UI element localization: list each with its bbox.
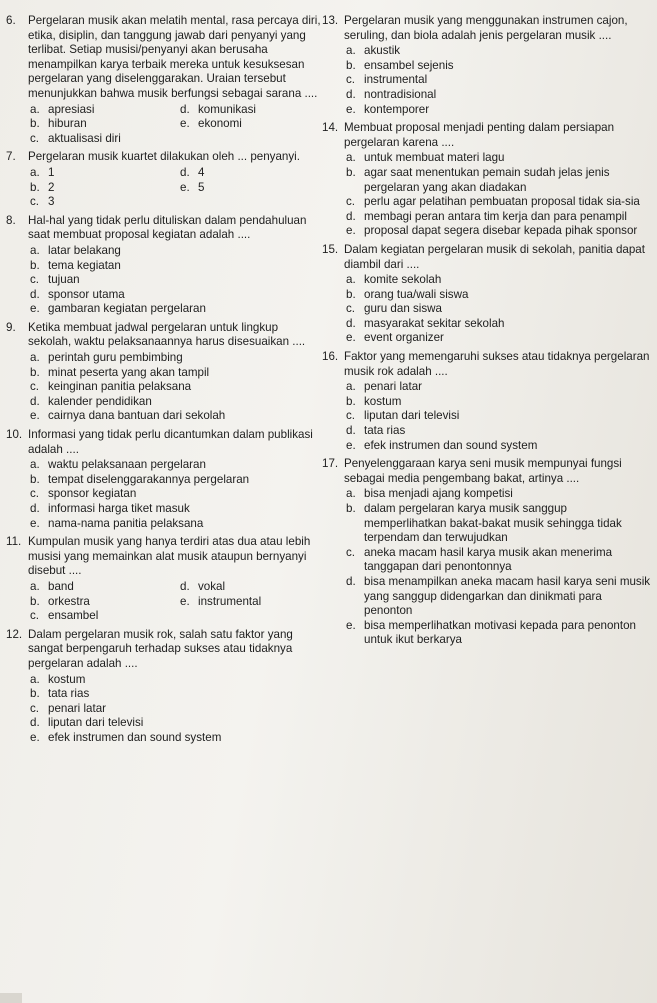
answer-option[interactable] [344, 88, 652, 103]
answer-option[interactable] [344, 424, 652, 439]
answer-option[interactable] [178, 166, 328, 181]
question-stem: Faktor yang memengaruhi sukses atau tidaknya pergelaran musik rok adalah .... [344, 350, 650, 378]
option-letter: c. [346, 73, 356, 87]
answer-option[interactable] [28, 731, 324, 746]
answer-option[interactable] [28, 409, 324, 424]
option-letter: d. [180, 579, 190, 593]
option-letter: c. [346, 545, 356, 559]
answer-option[interactable] [28, 117, 178, 132]
option-text: ekonomi [198, 117, 242, 131]
option-letter: c. [346, 195, 356, 209]
option-text: band [48, 579, 74, 593]
answer-option[interactable] [178, 103, 328, 118]
option-text: tema kegiatan [48, 258, 121, 272]
option-text: cairnya dana bantuan dari sekolah [48, 409, 226, 423]
answer-option[interactable] [344, 288, 652, 303]
option-text: vokal [198, 579, 226, 593]
answer-option[interactable] [28, 395, 324, 410]
option-text: aneka macam hasil karya musik akan menerima tanggapan dari penontonnya [364, 545, 613, 574]
question-stem: Pergelaran musik kuartet dilakukan oleh ... penyanyi. [28, 150, 300, 164]
option-text: nama-nama panitia pelaksana [48, 516, 204, 530]
option-text: liputan dari televisi [364, 409, 460, 423]
option-letter: d. [346, 316, 356, 330]
option-text: 4 [198, 165, 205, 179]
option-text: liputan dari televisi [48, 716, 144, 730]
option-text: komite sekolah [364, 273, 442, 287]
answer-option[interactable] [344, 380, 652, 395]
option-letter: c. [30, 609, 40, 623]
answer-option[interactable] [28, 580, 178, 595]
question-12 [6, 628, 324, 746]
option-text: informasi harga tiket masuk [48, 502, 190, 515]
answer-options [344, 487, 652, 648]
answer-options [28, 351, 324, 424]
question-9 [6, 321, 324, 424]
option-letter: c. [30, 131, 40, 145]
option-text: latar belakang [48, 243, 121, 257]
option-text: membagi peran antara tim kerja dan para penampil [364, 209, 627, 223]
answer-options [344, 273, 652, 346]
question-number: 7. [6, 150, 16, 164]
question-stem: Pergelaran musik yang menggunakan instrumen cajon, seruling, dan biola adalah jenis pergelaran musik .... [344, 14, 628, 42]
option-text: instrumental [364, 73, 428, 87]
option-letter: d. [30, 287, 40, 301]
answer-option[interactable] [28, 302, 324, 317]
option-text: hiburan [48, 117, 87, 131]
option-letter: e. [180, 117, 190, 131]
answer-option[interactable] [28, 673, 324, 688]
question-stem: Hal-hal yang tidak perlu dituliskan dalam pendahuluan saat membuat proposal kegiatan adalah .... [28, 213, 307, 242]
option-letter: c. [346, 302, 356, 316]
option-letter: c. [30, 273, 40, 287]
option-letter: d. [30, 394, 40, 408]
answer-option[interactable] [344, 409, 652, 424]
option-text: akustik [364, 44, 401, 58]
option-letter: e. [30, 302, 40, 316]
option-letter: d. [346, 574, 356, 588]
option-text: kontemporer [364, 102, 430, 116]
option-letter: d. [346, 209, 356, 223]
option-letter: b. [30, 687, 40, 701]
answer-options [344, 151, 652, 239]
question-number: 10. [6, 428, 23, 442]
option-text: kostum [364, 394, 402, 408]
option-letter: d. [180, 165, 190, 179]
option-text: komunikasi [198, 102, 256, 116]
option-letter: d. [346, 424, 356, 438]
option-text: bisa memperlihatkan motivasi kepada para penonton untuk ikut berkarya [364, 618, 636, 647]
answer-options [28, 166, 324, 210]
option-letter: d. [346, 87, 356, 101]
option-text: masyarakat sekitar sekolah [364, 316, 505, 330]
answer-option[interactable] [344, 59, 652, 74]
option-letter: a. [346, 380, 356, 394]
option-letter: b. [346, 165, 356, 179]
answer-option[interactable] [178, 117, 328, 132]
answer-option[interactable] [344, 166, 652, 195]
answer-option[interactable] [28, 244, 324, 259]
option-text: tata rias [364, 424, 406, 438]
answer-option[interactable] [344, 395, 652, 410]
option-text: minat peserta yang akan tampil [48, 365, 210, 379]
question-number: 12. [6, 627, 23, 641]
option-letter: b. [30, 472, 40, 486]
option-letter: d. [30, 502, 40, 515]
answer-option[interactable] [344, 224, 652, 239]
answer-option[interactable] [344, 302, 652, 317]
option-text: dalam pergelaran karya musik sanggup memperlihatkan bakat-bakat musik sehingga tidak terpendam dan terwujudkan [364, 502, 622, 545]
option-letter: e. [346, 438, 356, 452]
question-stem: Ketika membuat jadwal pergelaran untuk lingkup sekolah, waktu pelaksanaannya harus disesuaikan .... [28, 320, 306, 349]
question-stem: Informasi yang tidak perlu dicantumkan dalam publikasi adalah .... [28, 428, 313, 456]
option-text: guru dan siswa [364, 302, 442, 316]
option-text: untuk membuat materi lagu [364, 151, 505, 165]
option-text: bisa menampilkan aneka macam hasil karya seni musik yang sanggup didengarkan dan dinikmati para penonton [364, 574, 651, 618]
option-text: nontradisional [364, 87, 437, 101]
option-letter: a. [30, 243, 40, 257]
question-10 [6, 428, 324, 531]
answer-option[interactable] [344, 195, 652, 210]
question-8 [6, 214, 324, 317]
option-letter: b. [346, 502, 356, 515]
option-letter: b. [30, 594, 40, 608]
answer-option[interactable] [28, 609, 178, 624]
option-text: aktualisasi diri [48, 131, 121, 145]
answer-options [28, 673, 324, 746]
option-letter: c. [30, 380, 40, 394]
option-text: 1 [48, 165, 55, 179]
option-text: apresiasi [48, 102, 95, 116]
option-letter: c. [30, 701, 40, 715]
option-text: gambaran kegiatan pergelaran [48, 302, 206, 316]
option-letter: a. [30, 458, 40, 472]
option-letter: b. [30, 365, 40, 379]
answer-option[interactable] [344, 44, 652, 59]
option-text: perintah guru pembimbing [48, 351, 183, 365]
option-letter: e. [30, 409, 40, 423]
option-text: tujuan [48, 273, 80, 287]
answer-options [28, 580, 324, 624]
option-text: instrumental [198, 594, 262, 608]
option-letter: a. [30, 102, 40, 116]
answer-option[interactable] [344, 103, 652, 118]
answer-options [28, 244, 324, 317]
option-letter: a. [30, 165, 40, 179]
option-text: event organizer [364, 331, 444, 345]
answer-options [28, 103, 324, 147]
option-letter: b. [30, 258, 40, 272]
question-13 [322, 14, 652, 117]
question-stem: Dalam pergelaran musik rok, salah satu faktor yang sangat berpengaruh terhadap sukses atau tidaknya pergelaran adalah .... [28, 627, 293, 670]
answer-options [344, 380, 652, 453]
option-text: orang tua/wali siswa [364, 287, 469, 301]
option-letter: b. [30, 180, 40, 194]
answer-option[interactable] [28, 366, 324, 381]
option-text: efek instrumen dan sound system [364, 438, 538, 452]
option-text: kalender pendidikan [48, 394, 152, 408]
answer-option[interactable] [28, 195, 178, 210]
option-letter: d. [180, 102, 190, 116]
question-stem: Pergelaran musik akan melatih mental, rasa percaya diri, etika, disiplin, dan tanggung jawab dari penyanyi yang terlibat. Setiap musisi/penyanyi akan berusaha menampilkan karya terbaik mereka untuk kesuksesan pergelaran yang diselenggarakan. Uraian tersebut menunjukkan bahwa musik berfungsi sebagai sarana .... [28, 14, 321, 100]
option-text: efek instrumen dan sound system [48, 730, 222, 744]
option-text: 2 [48, 180, 55, 194]
option-text: orkestra [48, 594, 90, 608]
option-letter: e. [30, 516, 40, 530]
question-number: 17. [322, 457, 339, 471]
option-letter: b. [346, 394, 356, 408]
option-letter: e. [180, 594, 190, 608]
option-text: sponsor utama [48, 287, 125, 301]
option-letter: e. [346, 331, 356, 345]
option-text: 3 [48, 195, 55, 209]
option-letter: c. [346, 409, 356, 423]
option-letter: e. [346, 224, 356, 238]
answer-option[interactable] [344, 331, 652, 346]
option-text: kostum [48, 672, 86, 686]
option-letter: c. [30, 487, 40, 501]
option-text: sponsor kegiatan [48, 487, 137, 501]
question-7 [6, 150, 324, 209]
answer-option[interactable] [28, 487, 324, 502]
answer-option[interactable] [344, 273, 652, 288]
option-letter: e. [180, 180, 190, 194]
answer-option[interactable] [344, 73, 652, 88]
question-14 [322, 121, 652, 239]
question-11 [6, 535, 324, 624]
question-stem: Dalam kegiatan pergelaran musik di sekolah, panitia dapat diambil dari .... [344, 242, 645, 271]
option-text: keinginan panitia pelaksana [48, 380, 192, 394]
option-letter: b. [346, 58, 356, 72]
option-letter: e. [346, 618, 356, 632]
option-letter: a. [346, 151, 356, 165]
answer-option[interactable] [28, 259, 324, 274]
answer-option[interactable] [344, 575, 652, 619]
option-text: ensambel sejenis [364, 58, 454, 72]
option-letter: b. [30, 117, 40, 131]
option-letter: a. [346, 273, 356, 287]
option-text: 5 [198, 180, 205, 194]
option-text: ensambel [48, 609, 99, 623]
answer-option[interactable] [344, 151, 652, 166]
page-corner-mark [0, 993, 22, 1003]
question-6 [6, 14, 324, 146]
answer-option[interactable] [344, 619, 652, 648]
question-16 [322, 350, 652, 453]
answer-option[interactable] [28, 595, 178, 610]
option-letter: a. [30, 351, 40, 365]
answer-option[interactable] [178, 580, 328, 595]
option-letter: a. [346, 44, 356, 58]
answer-option[interactable] [344, 439, 652, 454]
answer-option[interactable] [28, 702, 324, 717]
answer-option[interactable] [28, 716, 324, 731]
question-stem: Membuat proposal menjadi penting dalam persiapan pergelaran karena .... [344, 121, 615, 149]
answer-option[interactable] [28, 181, 178, 196]
left-column [6, 14, 324, 750]
option-text: tata rias [48, 687, 90, 701]
answer-option[interactable] [28, 103, 178, 118]
answer-option[interactable] [28, 132, 178, 147]
question-stem: Penyelenggaraan karya seni musik mempunyai fungsi sebagai media pengembang bakat, artinya .... [344, 457, 622, 485]
option-text: penari latar [364, 380, 423, 394]
answer-option[interactable] [344, 487, 652, 502]
question-number: 6. [6, 14, 16, 27]
question-15 [322, 243, 652, 346]
answer-option[interactable] [28, 273, 324, 288]
answer-option[interactable] [344, 317, 652, 332]
question-number: 14. [322, 121, 339, 135]
answer-option[interactable] [28, 380, 324, 395]
answer-option[interactable] [178, 595, 328, 610]
option-text: proposal dapat segera disebar kepada pihak sponsor [364, 224, 638, 238]
question-number: 11. [6, 535, 22, 549]
answer-options [28, 458, 324, 531]
answer-option[interactable] [28, 166, 178, 181]
option-letter: a. [30, 672, 40, 686]
option-letter: e. [30, 730, 40, 744]
right-column [322, 14, 652, 652]
option-letter: a. [30, 579, 40, 593]
answer-option[interactable] [28, 351, 324, 366]
option-text: perlu agar pelatihan pembuatan proposal tidak sia-sia [364, 195, 640, 209]
question-number: 9. [6, 320, 16, 334]
option-text: agar saat menentukan pemain sudah jelas jenis pergelaran yang akan diadakan [364, 165, 610, 194]
question-number: 8. [6, 213, 16, 227]
answer-option[interactable] [28, 458, 324, 473]
answer-option[interactable] [28, 473, 324, 488]
answer-options [344, 44, 652, 117]
answer-option[interactable] [344, 210, 652, 225]
option-letter: a. [346, 487, 356, 501]
answer-option[interactable] [28, 517, 324, 532]
option-text: tempat diselenggarakannya pergelaran [48, 472, 250, 486]
option-letter: d. [30, 716, 40, 730]
option-text: bisa menjadi ajang kompetisi [364, 487, 513, 501]
question-stem: Kumpulan musik yang hanya terdiri atas dua atau lebih musisi yang memainkan alat musik ataupun bernyanyi disebut .... [28, 535, 311, 578]
answer-option[interactable] [28, 502, 324, 517]
question-number: 16. [322, 350, 339, 364]
option-text: waktu pelaksanaan pergelaran [48, 458, 206, 472]
option-letter: c. [30, 195, 40, 209]
question-number: 15. [322, 242, 339, 256]
question-number: 13. [322, 14, 339, 27]
answer-option[interactable] [344, 546, 652, 575]
option-text: penari latar [48, 701, 107, 715]
answer-option[interactable] [178, 181, 328, 196]
option-letter: b. [346, 287, 356, 301]
option-letter: e. [346, 102, 356, 116]
question-17 [322, 457, 652, 648]
answer-option[interactable] [344, 502, 652, 546]
answer-option[interactable] [28, 288, 324, 303]
answer-option[interactable] [28, 687, 324, 702]
